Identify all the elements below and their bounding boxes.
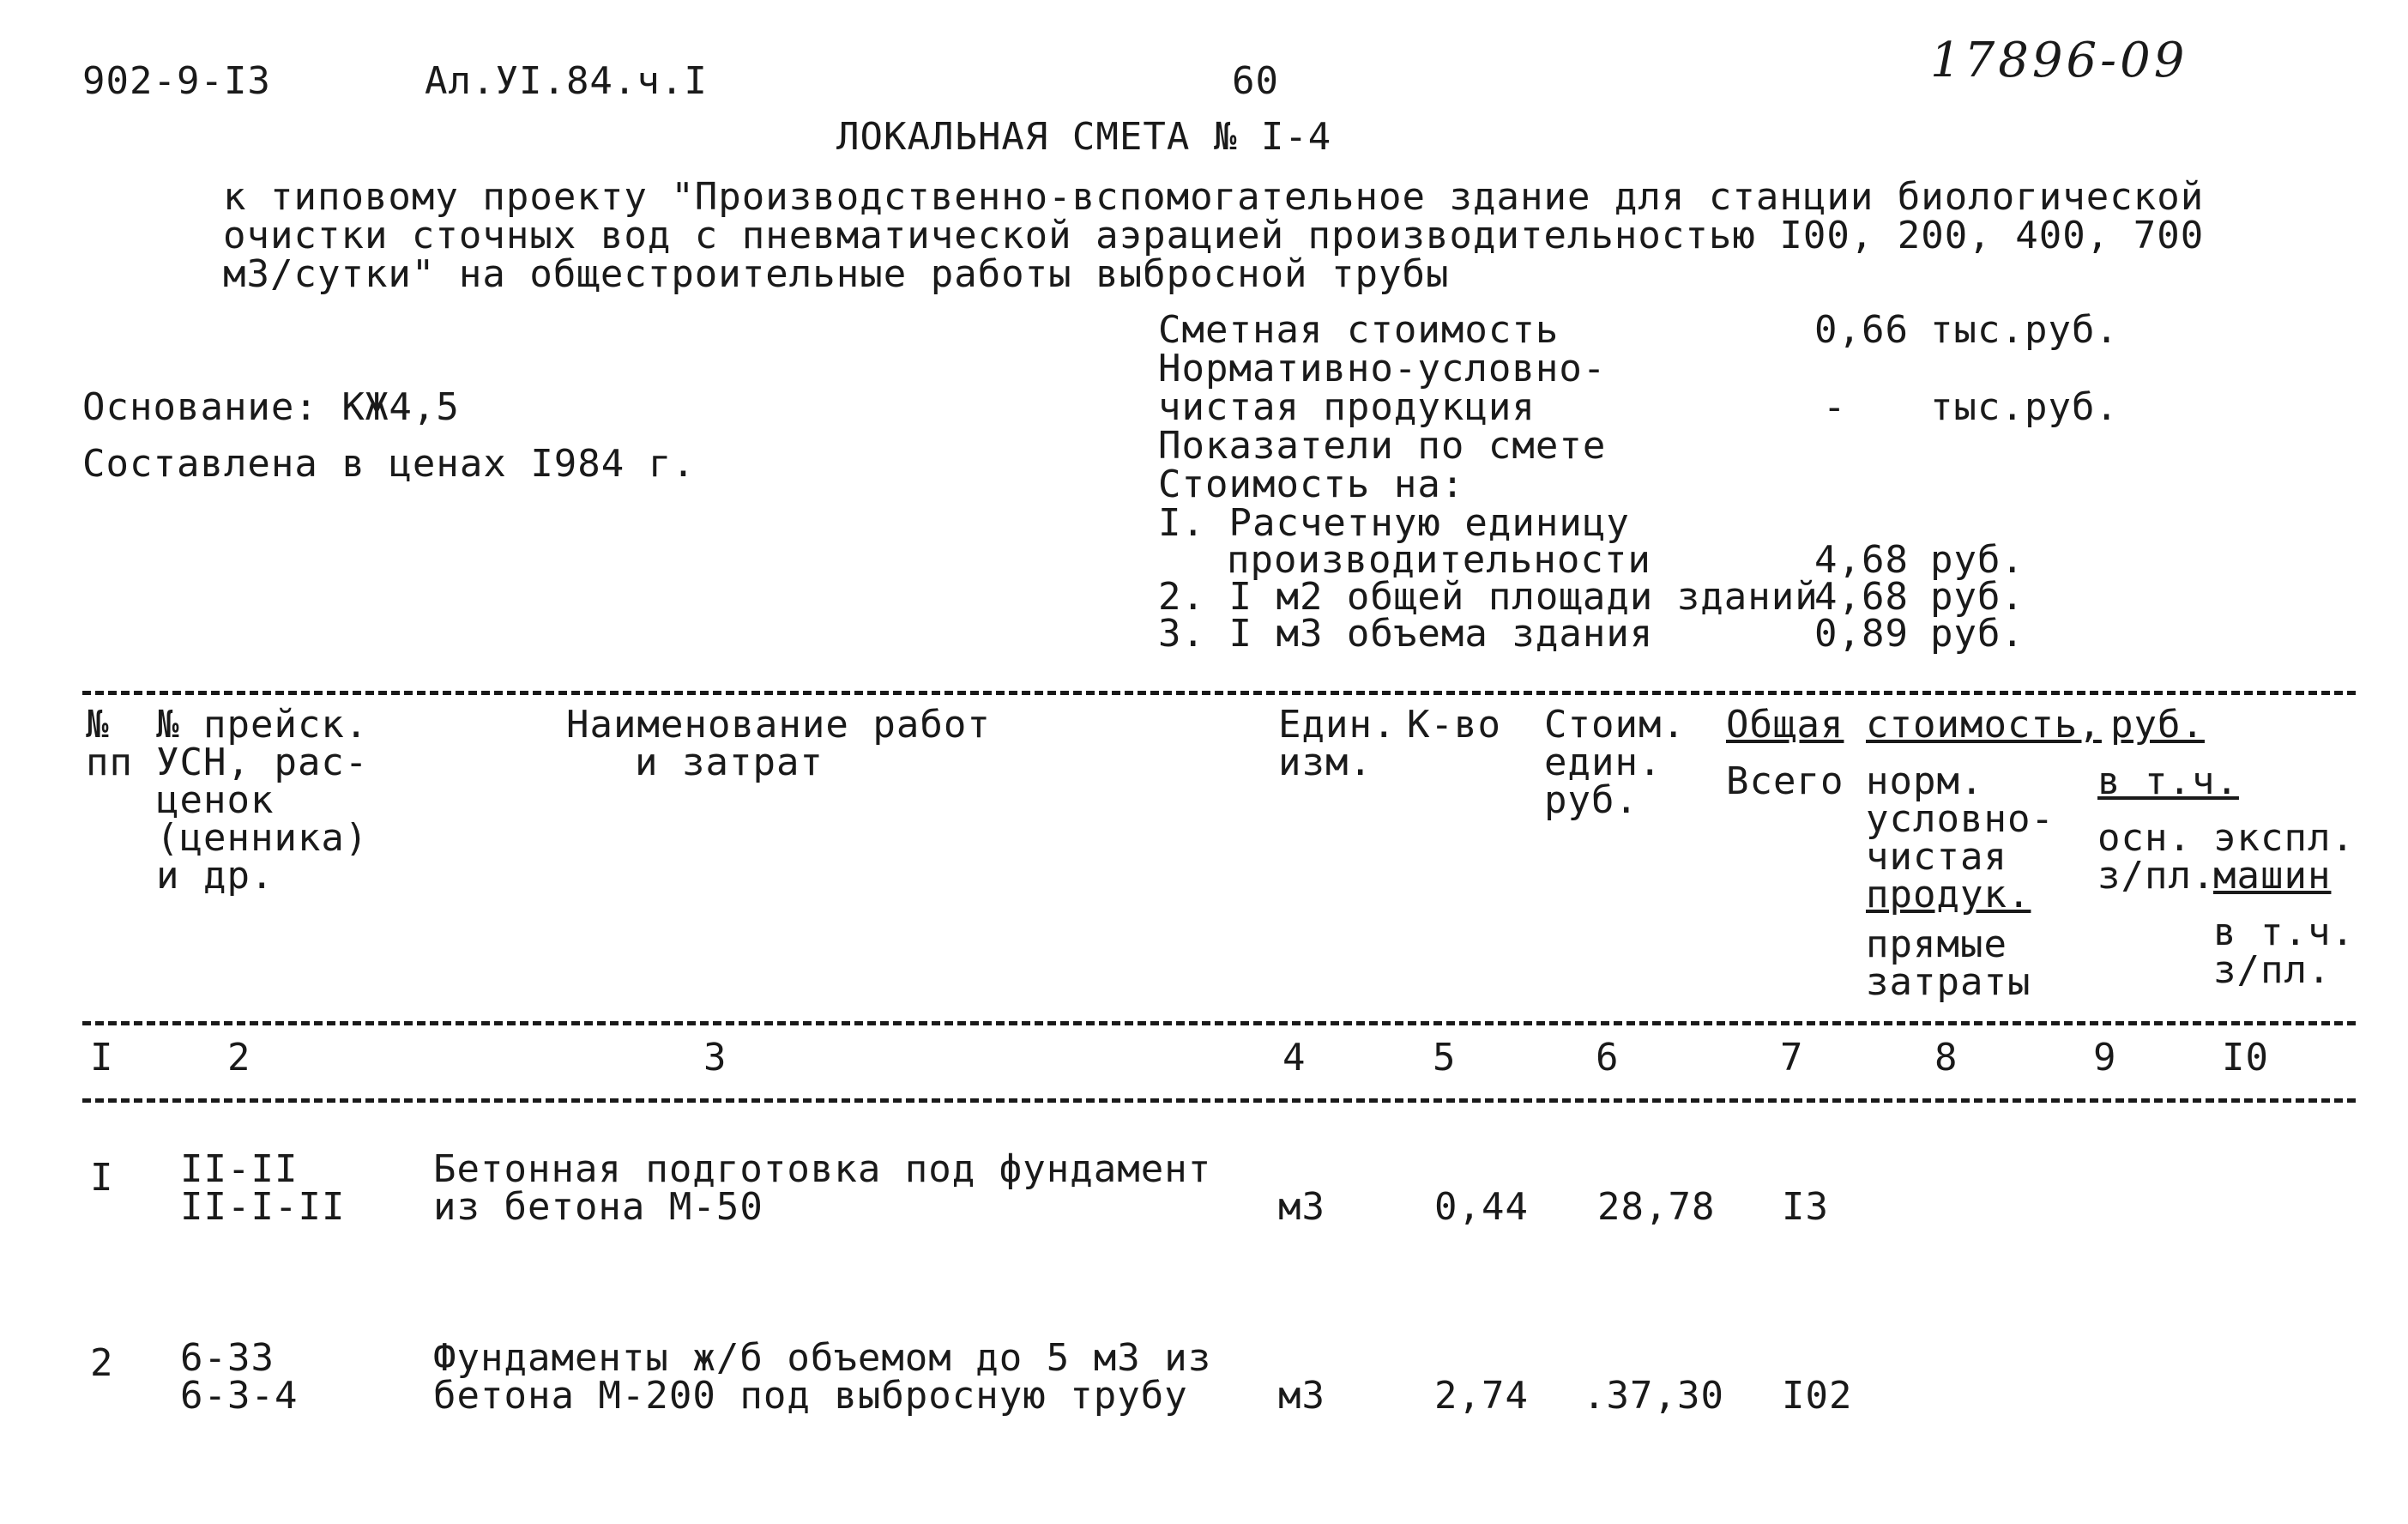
header-col1-line1: №	[86, 703, 110, 747]
column-number: 9	[2093, 1036, 2117, 1080]
header-col6-line3: руб.	[1544, 778, 1639, 822]
document-code: 902-9-I3	[82, 59, 271, 103]
header-col8-line2: условно-	[1866, 797, 2055, 841]
row-unit: м3	[1278, 1185, 1325, 1229]
norm-value: -	[1823, 385, 1847, 429]
header-col2-line4: (ценника)	[156, 816, 369, 860]
item3-unit: руб.	[1930, 612, 2025, 656]
item2-label: 2. I м2 общей площади зданий	[1158, 575, 1819, 619]
item2-unit: руб.	[1930, 575, 2025, 619]
table-rule-top	[82, 691, 2356, 695]
row-total: I3	[1782, 1185, 1829, 1229]
intro-line-1: к типовому проекту "Производственно-вспомогательное здание для станции биологической	[223, 175, 2205, 219]
column-number: 2	[227, 1036, 251, 1080]
row-unit: м3	[1278, 1374, 1325, 1418]
item3-value: 0,89	[1814, 612, 1909, 656]
row-code-2: II-I-II	[180, 1185, 346, 1229]
row-name-2: из бетона М-50	[433, 1185, 763, 1229]
header-col1-line2: пп	[86, 741, 133, 784]
row-name-1: Бетонная подготовка под фундамент	[433, 1147, 1212, 1191]
norm-label-1: Нормативно-условно-	[1158, 347, 1607, 390]
row-unit-price: 28,78	[1597, 1185, 1716, 1229]
header-col4-line1: Един.	[1278, 703, 1397, 747]
row-number: I	[90, 1156, 114, 1200]
header-col10-line1: экспл.	[2213, 816, 2355, 860]
cost-on-label: Стоимость на:	[1158, 463, 1465, 506]
header-cost-word: стоимость,	[1866, 703, 2102, 747]
header-col6-line1: Стоим.	[1544, 703, 1686, 747]
header-col8-line4: продук.	[1866, 873, 2031, 916]
row-total: I02	[1782, 1374, 1853, 1418]
table-rule-mid	[82, 1021, 2356, 1025]
header-col8-line5: прямые	[1866, 922, 2007, 966]
item1-unit: руб.	[1930, 538, 2025, 582]
smet-label: Сметная стоимость	[1158, 308, 1560, 352]
handwritten-number: 17896-09	[1930, 33, 2188, 88]
page-number: 60	[1232, 59, 1279, 103]
column-number: 5	[1433, 1036, 1457, 1080]
smet-unit: тыс.руб.	[1930, 308, 2119, 352]
row-unit-price: .37,30	[1583, 1374, 1724, 1418]
column-number: 6	[1596, 1036, 1620, 1080]
album-code: Ал.УI.84.ч.I	[425, 59, 708, 103]
table-rule-bottom	[82, 1098, 2356, 1103]
item1-label-a: I. Расчетную единицу	[1158, 501, 1630, 545]
column-number: 3	[703, 1036, 727, 1080]
header-col9-line1: осн.	[2097, 816, 2192, 860]
column-number: 8	[1934, 1036, 1958, 1080]
header-col7: Всего	[1726, 759, 1844, 803]
intro-line-3: м3/сутки" на общестроительные работы выбросной трубы	[223, 252, 1450, 296]
row-number: 2	[90, 1341, 114, 1385]
header-col2-line2: УСН, рас-	[156, 741, 369, 784]
norm-label-2: чистая продукция	[1158, 385, 1536, 429]
column-number: 7	[1780, 1036, 1804, 1080]
header-total-word: Общая	[1726, 703, 1844, 747]
item3-label: 3. I м3 объема здания	[1158, 612, 1654, 656]
header-col8-line3: чистая	[1866, 835, 2007, 879]
item1-label-b: производительности	[1227, 538, 1651, 582]
header-col8-line6: затраты	[1866, 960, 2031, 1004]
smet-value: 0,66	[1814, 308, 1909, 352]
row-name-1: Фундаменты ж/б объемом до 5 м3 из	[433, 1336, 1212, 1380]
header-col5: К-во	[1407, 703, 1501, 747]
header-col6-line2: един.	[1544, 741, 1663, 784]
norm-unit: тыс.руб.	[1930, 385, 2119, 429]
header-col8-line1: норм.	[1866, 759, 1984, 803]
row-quantity: 0,44	[1434, 1185, 1529, 1229]
document-title: ЛОКАЛЬНАЯ СМЕТА № I-4	[836, 115, 1332, 159]
row-name-2: бетона М-200 под выбросную трубу	[433, 1374, 1188, 1418]
column-number: I0	[2222, 1036, 2269, 1080]
header-col10-line4: з/пл.	[2213, 948, 2332, 992]
header-col2-line5: и др.	[156, 854, 275, 898]
row-code-1: II-II	[180, 1147, 299, 1191]
header-col2-line3: ценок	[156, 778, 275, 822]
row-code-1: 6-33	[180, 1336, 275, 1380]
header-incl: в т.ч.	[2097, 759, 2239, 803]
column-number: 4	[1282, 1036, 1307, 1080]
header-rub-word: руб.	[2110, 703, 2205, 747]
indicators-label: Показатели по смете	[1158, 424, 1607, 468]
prices-year-text: Составлена в ценах I984 г.	[82, 442, 696, 486]
header-col2-line1: № прейск.	[156, 703, 369, 747]
header-col9-line2: з/пл.	[2097, 854, 2216, 898]
row-code-2: 6-3-4	[180, 1374, 299, 1418]
header-col3-line1: Наименование работ	[566, 703, 991, 747]
header-col4-line2: изм.	[1278, 741, 1373, 784]
header-col3-line2: и затрат	[635, 741, 824, 784]
basis-text: Основание: КЖ4,5	[82, 385, 460, 429]
column-number: I	[90, 1036, 114, 1080]
header-col10-line3: в т.ч.	[2213, 910, 2355, 954]
item2-value: 4,68	[1814, 575, 1909, 619]
intro-line-2: очистки сточных вод с пневматической аэрацией производительностью I00, 200, 400, 700	[223, 214, 2205, 257]
header-col10-line2: машин	[2213, 854, 2332, 898]
row-quantity: 2,74	[1434, 1374, 1529, 1418]
item1-value: 4,68	[1814, 538, 1909, 582]
